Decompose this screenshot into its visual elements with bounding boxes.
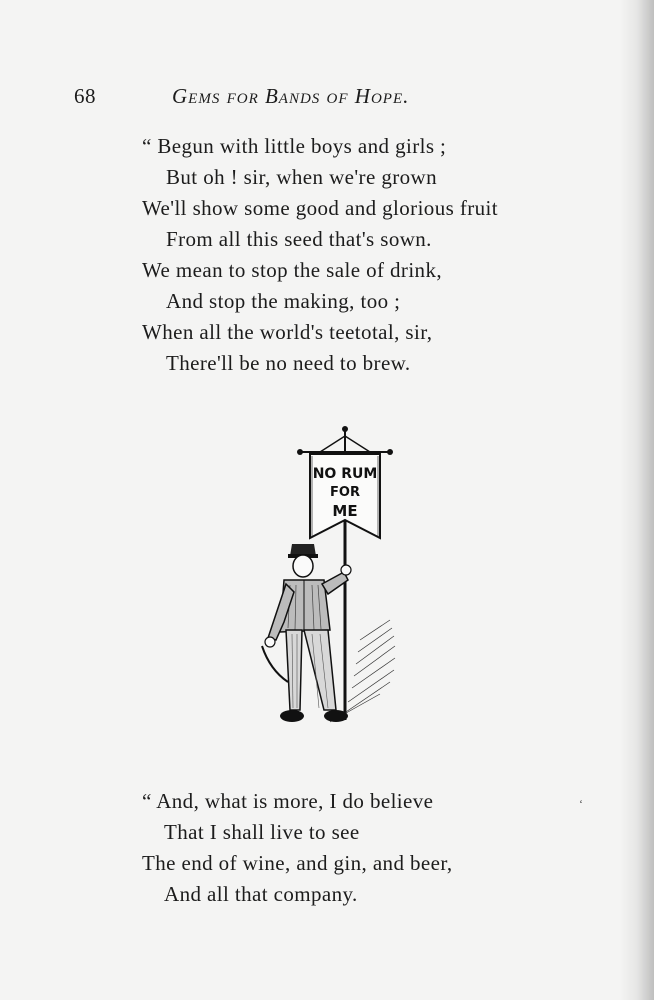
poem-line: When all the world's teetotal, sir, — [142, 320, 433, 344]
marginal-mark: ‘ — [579, 797, 583, 811]
page-header — [0, 84, 654, 114]
banner-line: FOR — [330, 485, 360, 500]
poem-line: That I shall live to see — [164, 820, 360, 844]
poem-line: And all that company. — [164, 882, 358, 906]
poem-line: “ And, what is more, I do believe — [142, 789, 434, 813]
banner-line: ME — [332, 502, 358, 520]
poem-line: There'll be no need to brew. — [166, 351, 411, 375]
page-edge-shadow — [620, 0, 654, 1000]
poem-line: And stop the making, too ; — [166, 289, 401, 313]
poem-line: The end of wine, and gin, and beer, — [142, 851, 453, 875]
poem-line: We'll show some good and glorious fruit — [142, 196, 498, 220]
poem-line: We mean to stop the sale of drink, — [142, 258, 443, 282]
page-number: 68 — [74, 84, 96, 108]
poem-line: But oh ! sir, when we're grown — [166, 165, 437, 189]
boy-with-banner-illustration — [240, 420, 415, 735]
poem-line: From all this seed that's sown. — [166, 227, 432, 251]
banner-line: NO RUM — [312, 466, 378, 482]
poem-line: “ Begun with little boys and girls ; — [142, 134, 447, 158]
running-title: Gems for Bands of Hope. — [172, 84, 410, 108]
